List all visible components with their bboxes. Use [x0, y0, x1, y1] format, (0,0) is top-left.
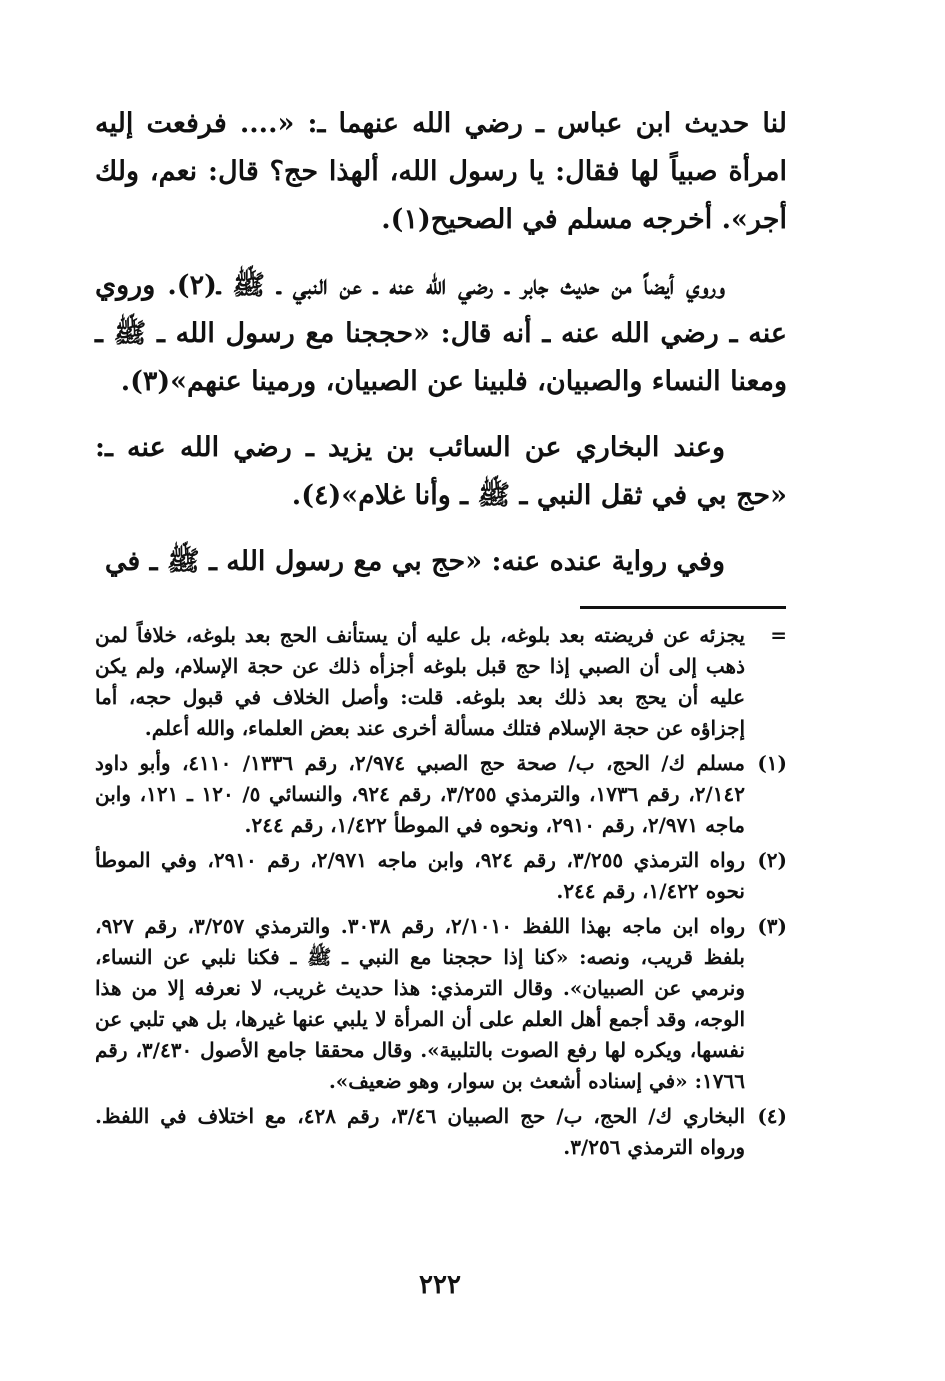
- footnote: [95, 748, 787, 841]
- footnote-text: رواه الترمذي ٣/٢٥٥، رقم ٩٢٤، وابن ماجه ٢/٩٧١، رقم ٢٩١٠، وفي الموطأ نحوه ١/٤٢٢، رقم ٢٤٤.: [95, 848, 745, 903]
- footnote-text: يجزئه عن فريضته بعد بلوغه، بل عليه أن يستأنف الحج بعد بلوغه، خلافاً لمن ذهب إلى أن الصبي إذا حج قبل بلوغه أجزأه ذلك عن حجة الإسلام، ولم يكن عليه أن يحج بعد ذلك بعد بلوغه. قلت: وأصل الخلاف في قبول حجه، أما إجزاؤه عن حجة الإسلام فتلك مسألة أخرى عند بعض العلماء، والله أعلم.: [95, 623, 745, 740]
- footnote: [95, 620, 787, 744]
- footnote-marker: =: [770, 623, 787, 647]
- footnote-marker: (٤): [757, 1104, 787, 1128]
- footnote-marker: (١): [757, 751, 787, 775]
- footnote-text: مسلم ك/ الحج، ب/ صحة حج الصبي ٢/٩٧٤، رقم ١٣٣٦/ ٤١١٠، وأبو داود ٢/١٤٢، رقم ١٧٣٦، والترمذي ٣/٢٥٥، رقم ٩٢٤، والنسائي ٥/ ١٢٠ ـ ١٢١، وابن ماجه ٢/٩٧١، رقم ٢٩١٠، ونحوه في الموطأ ١/٤٢٢، رقم ٢٤٤.: [95, 751, 745, 837]
- footnote: [95, 845, 787, 907]
- paragraph: وروي أيضاً من حديث جابر ـ رضي الله عنه ـ عن النبي ـ ﷺ ـ(٢). وروي عنه ـ رضي الله عنه ـ أنه قال: «حججنا مع رسول الله ـ ﷺ ـ ومعنا النساء والصبيان، فلبينا عن الصبيان، ورمينا عنهم»(٣).: [95, 270, 787, 397]
- footnote: [95, 911, 787, 1097]
- footnotes: [95, 620, 787, 1167]
- footnote-marker: (٣): [757, 914, 787, 938]
- footnote-text: رواه ابن ماجه بهذا اللفظ ٢/١٠١٠، رقم ٣٠٣٨. والترمذي ٣/٢٥٧، رقم ٩٢٧، بلفظ قريب، ونصه: «كنا إذا حججنا مع النبي ـ ﷺ ـ فكنا نلبي عن النساء، ونرمي عن الصبيان». وقال الترمذي: هذا حديث غريب، لا نعرفه إلا من هذا الوجه، وقد أجمع أهل العلم على أن المرأة لا يلبي عنها غيرها، بل هي تلبي عن نفسها، ويكره لها رفع الصوت بالتلبية». وقال محققا جامع الأصول ٣/٤٣٠، رقم ١٧٦٦: «في إسناده أشعث بن سوار، وهو ضعيف».: [95, 914, 745, 1093]
- footnote-separator: [580, 606, 786, 609]
- main-text: [95, 100, 787, 604]
- footnote-text: البخاري ك/ الحج، ب/ حج الصبيان ٣/٤٦، رقم ٤٢٨، مع اختلاف في اللفظ. ورواه الترمذي ٣/٢٥٦.: [95, 1104, 746, 1159]
- paragraph: وفي رواية عنده عنه: «حج بي مع رسول الله ـ ﷺ ـ في: [104, 546, 725, 577]
- footnote-marker: (٢): [757, 848, 787, 872]
- paragraph: لنا حديث ابن عباس ـ رضي الله عنهما ـ: «.... فرفعت إليه امرأة صبياً لها فقال: يا رسول الله، ألهذا حج؟ قال: نعم، ولك أجر». أخرجه مسلم في الصحيح(١).: [95, 108, 787, 235]
- paragraph: وعند البخاري عن السائب بن يزيد ـ رضي الله عنه ـ: «حج بي في ثقل النبي ـ ﷺ ـ وأنا غلام»(٤).: [95, 432, 787, 511]
- footnote: [95, 1101, 787, 1163]
- page-number: ٢٢٢: [419, 1270, 461, 1300]
